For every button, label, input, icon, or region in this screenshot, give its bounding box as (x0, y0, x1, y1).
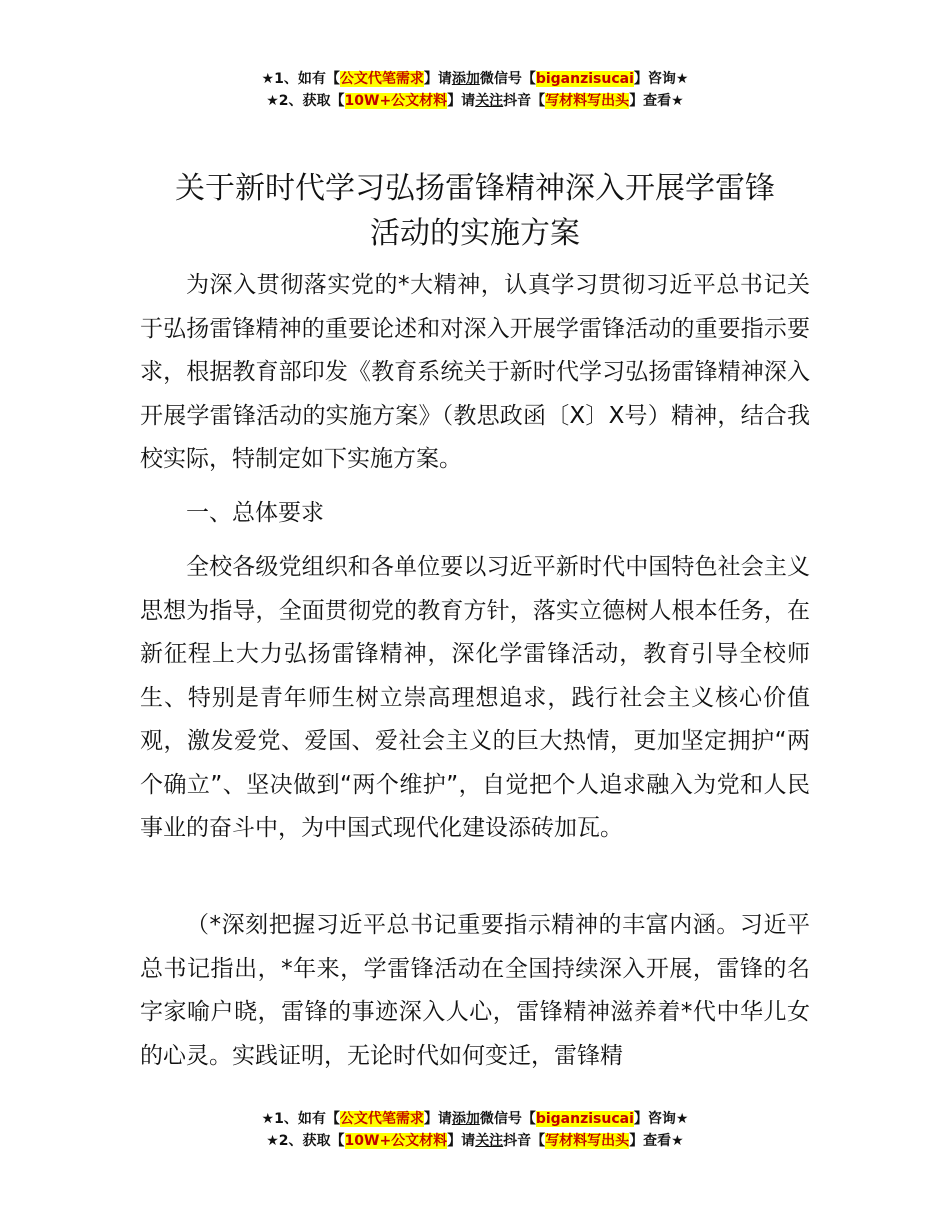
section-1-heading-block (140, 492, 810, 535)
banner-underlined: 添加 (451, 1111, 480, 1127)
banner-underlined: 添加 (451, 71, 480, 87)
section-1-paragraph: 全校各级党组织和各单位要以习近平新时代中国特色社会主义思想为指导，全面贯彻党的教育方针，落实立德树人根本任务，在新征程上大力弘扬雷锋精神，深化学雷锋活动，教育引导全校师生、特别是青年师生树立崇高理想追求，践行社会主义核心价值观，激发爱党、爱国、爱社会主义的巨大热情，更加坚定拥护“两个确立”、坚决做到“两个维护”，自觉把个人追求融入为党和人民事业的奋斗中，为中国式现代化建设添砖加瓦。 (140, 554, 810, 841)
banner-highlight: 公文代笔需求 (339, 71, 424, 87)
banner-line-1 (0, 1108, 950, 1130)
paragraph-3: （*深刻把握习近平总书记重要指示精神的丰富内涵。习近平总书记指出，*年来，学雷锋活动在全国持续深入开展，雷锋的名字家喻户晓，雷锋的事迹深入人心，雷锋精神滋养着*代中华儿女的心灵。实践证明，无论时代如何变迁，雷锋精 (140, 912, 810, 1069)
intro-block (140, 264, 810, 482)
banner-line-2 (0, 1130, 950, 1152)
banner-highlight: 10W+公文材料 (344, 1133, 448, 1149)
paragraph-3-block (140, 904, 810, 1078)
header-banner (0, 68, 950, 112)
banner-text: ★1、如有【 (261, 71, 340, 87)
footer-banner (0, 1108, 950, 1152)
banner-text: 】咨询★ (633, 1111, 689, 1127)
section-1-body-block (140, 546, 810, 851)
banner-underlined: 关注 (475, 1133, 504, 1149)
banner-text: 微信号【 (479, 71, 536, 87)
title-line-2: 活动的实施方案 (370, 216, 580, 251)
banner-text: 】请 (447, 93, 476, 109)
banner-line-1 (0, 68, 950, 90)
banner-text: 微信号【 (479, 1111, 536, 1127)
banner-underlined: 关注 (475, 93, 504, 109)
banner-text: 】请 (447, 1133, 476, 1149)
banner-highlight: 写材料写出头 (545, 1133, 630, 1149)
banner-highlight: biganzisucai (535, 71, 634, 87)
banner-text: 】请 (423, 71, 452, 87)
banner-highlight: 10W+公文材料 (344, 93, 448, 109)
banner-text: 】查看★ (629, 1133, 684, 1149)
banner-text: 】咨询★ (633, 71, 689, 87)
banner-highlight: biganzisucai (535, 1111, 634, 1127)
banner-line-2 (0, 90, 950, 112)
section-heading: 一、总体要求 (186, 500, 324, 526)
banner-highlight: 公文代笔需求 (339, 1111, 424, 1127)
banner-text: 抖音【 (503, 1133, 546, 1149)
title-line-1: 关于新时代学习弘扬雷锋精神深入开展学雷锋 (175, 171, 775, 206)
banner-text: 抖音【 (503, 93, 546, 109)
banner-text: 】查看★ (629, 93, 684, 109)
banner-text: 】请 (423, 1111, 452, 1127)
banner-highlight: 写材料写出头 (545, 93, 630, 109)
banner-text: ★2、获取【 (266, 93, 345, 109)
document-title (140, 166, 810, 256)
banner-text: ★2、获取【 (266, 1133, 345, 1149)
banner-text: ★1、如有【 (261, 1111, 340, 1127)
intro-paragraph: 为深入贯彻落实党的*大精神，认真学习贯彻习近平总书记关于弘扬雷锋精神的重要论述和对深入开展学雷锋活动的重要指示要求，根据教育部印发《教育系统关于新时代学习弘扬雷锋精神深入开展学雷锋活动的实施方案》（教思政函〔X〕X号）精神，结合我校实际，特制定如下实施方案。 (140, 272, 810, 472)
